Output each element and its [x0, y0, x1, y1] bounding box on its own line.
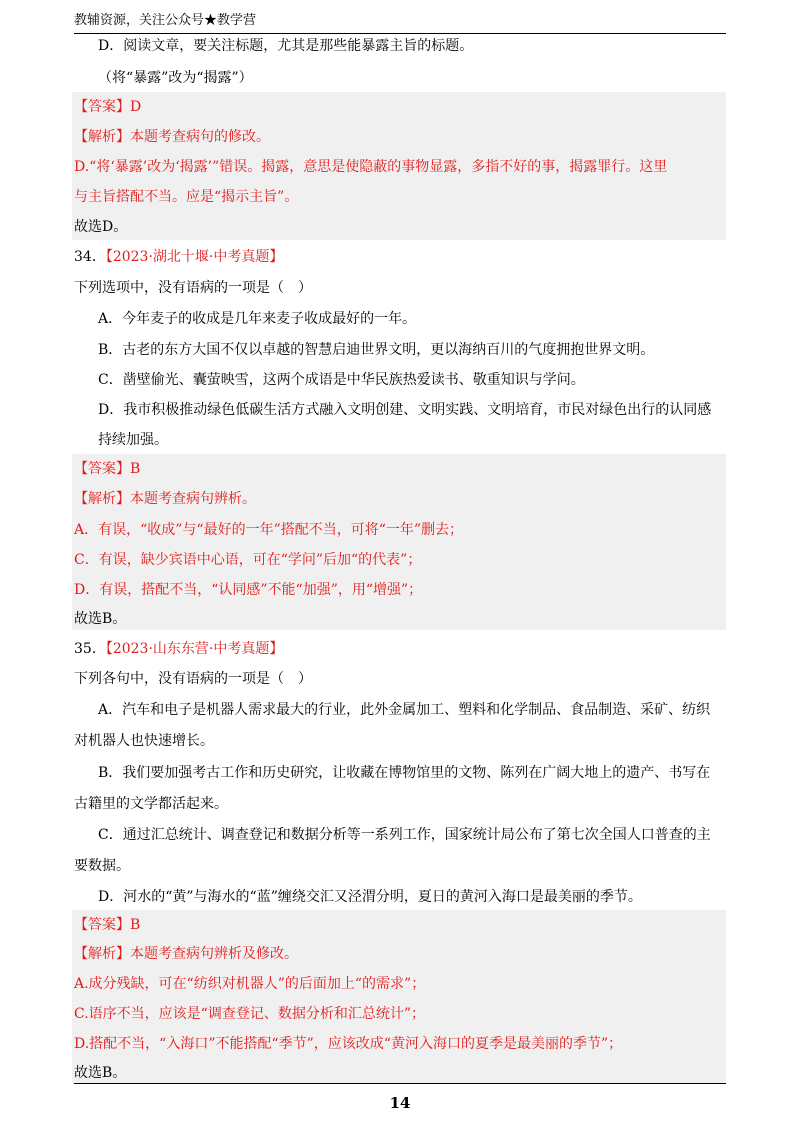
- q34-option-b: B．古老的东方大国不仅以卓越的智慧启迪世界文明，更以海纳百川的气度拥抱世界文明。: [98, 342, 655, 358]
- q35-analysis-title: 【解析】本题考查病句辨析及修改。: [74, 946, 298, 962]
- q35-number: 35．: [74, 641, 106, 657]
- q34-number: 34．: [74, 249, 106, 265]
- q33-analysis-title: 【解析】本题考查病句的修改。: [74, 129, 270, 145]
- q35-answer-block: [72, 910, 726, 1084]
- q35-option-d: D．河水的“黄”与海水的“蓝”缠绕交汇又泾渭分明，夏日的黄河入海口是最美丽的季节。: [98, 889, 642, 905]
- q35-analysis-c: C.语序不当，应该是“调查登记、数据分析和汇总统计”；: [74, 1006, 425, 1022]
- q35-option-b-line-2: 古籍里的文学都活起来。: [74, 796, 228, 812]
- q35-option-b-line-1: B．我们要加强考古工作和历史研究，让收藏在博物馆里的文物、陈列在广阔大地上的遗产、书写在: [98, 765, 711, 781]
- q34-analysis-d: D．有误，搭配不当，“认同感”不能“加强”，用“增强”；: [74, 582, 423, 598]
- q35-option-c-line-1: C．通过汇总统计、调查登记和数据分析等一系列工作，国家统计局公布了第七次全国人口普查的主: [98, 827, 711, 843]
- q35-analysis-d: D.搭配不当，“入海口”不能搭配“季节”，应该改成“黄河入海口的夏季是最美丽的季节”；: [74, 1036, 623, 1052]
- q34-option-c: C．凿壁偷光、囊萤映雪，这两个成语是中华民族热爱读书、敬重知识与学问。: [98, 372, 585, 388]
- q35-option-a-line-2: 对机器人也快速增长。: [74, 733, 214, 749]
- q35-stem: 下列各句中，没有语病的一项是（ ）: [74, 671, 312, 687]
- q33-answer: 【答案】D: [74, 99, 142, 115]
- q34-analysis-c: C．有误，缺少宾语中心语，可在“学问”后加“的代表”；: [74, 552, 422, 568]
- q34-option-d: D．我市积极推动绿色低碳生活方式融入文明创建、文明实践、文明培育，市民对绿色出行的认同感: [98, 402, 712, 418]
- q35-source: 【2023·山东东营·中考真题】: [105, 641, 284, 657]
- q35-heading: [74, 639, 283, 659]
- q33-option-d: D．阅读文章，要关注标题，尤其是那些能暴露主旨的标题。: [98, 38, 474, 54]
- q34-answer: 【答案】B: [74, 461, 141, 477]
- footer-divider: [74, 1083, 726, 1084]
- q34-answer-block: [72, 454, 726, 630]
- q34-stem: 下列选项中，没有语病的一项是（ ）: [74, 280, 312, 296]
- q34-conclusion: 故选B。: [74, 611, 127, 627]
- q35-conclusion: 故选B。: [74, 1065, 127, 1081]
- q34-source: 【2023·湖北十堰·中考真题】: [105, 249, 284, 265]
- header-divider: [74, 33, 726, 34]
- page-number: 14: [389, 1094, 411, 1112]
- q34-option-d-cont: 持续加强。: [98, 432, 168, 448]
- q33-analysis-line-2: 与主旨搭配不当。应是“揭示主旨”。: [74, 189, 299, 205]
- q33-conclusion: 故选D。: [74, 219, 128, 235]
- q33-note: （将“暴露”改为“揭露”）: [98, 70, 253, 86]
- q34-option-a: A．今年麦子的收成是几年来麦子收成最好的一年。: [98, 311, 417, 327]
- q35-option-c-line-2: 要数据。: [74, 858, 130, 874]
- q35-analysis-a: A.成分残缺，可在“纺织对机器人”的后面加上“的需求”；: [74, 976, 426, 992]
- q33-analysis-line-1: D.“将‘暴露’改为‘揭露’”错误。揭露，意思是使隐蔽的事物显露，多指不好的事，揭露罪行。这里: [74, 159, 668, 175]
- q34-heading: [74, 247, 283, 267]
- q35-answer: 【答案】B: [74, 917, 141, 933]
- q35-option-a-line-1: A．汽车和电子是机器人需求最大的行业，此外金属加工、塑料和化学制品、食品制造、采矿、纺织: [98, 702, 711, 718]
- q34-analysis-a: A．有误，“收成”与“最好的一年”搭配不当，可将“一年”删去；: [74, 522, 464, 538]
- q34-analysis-title: 【解析】本题考查病句辨析。: [74, 491, 256, 507]
- header-text: 教辅资源，关注公众号★教学营: [74, 13, 257, 28]
